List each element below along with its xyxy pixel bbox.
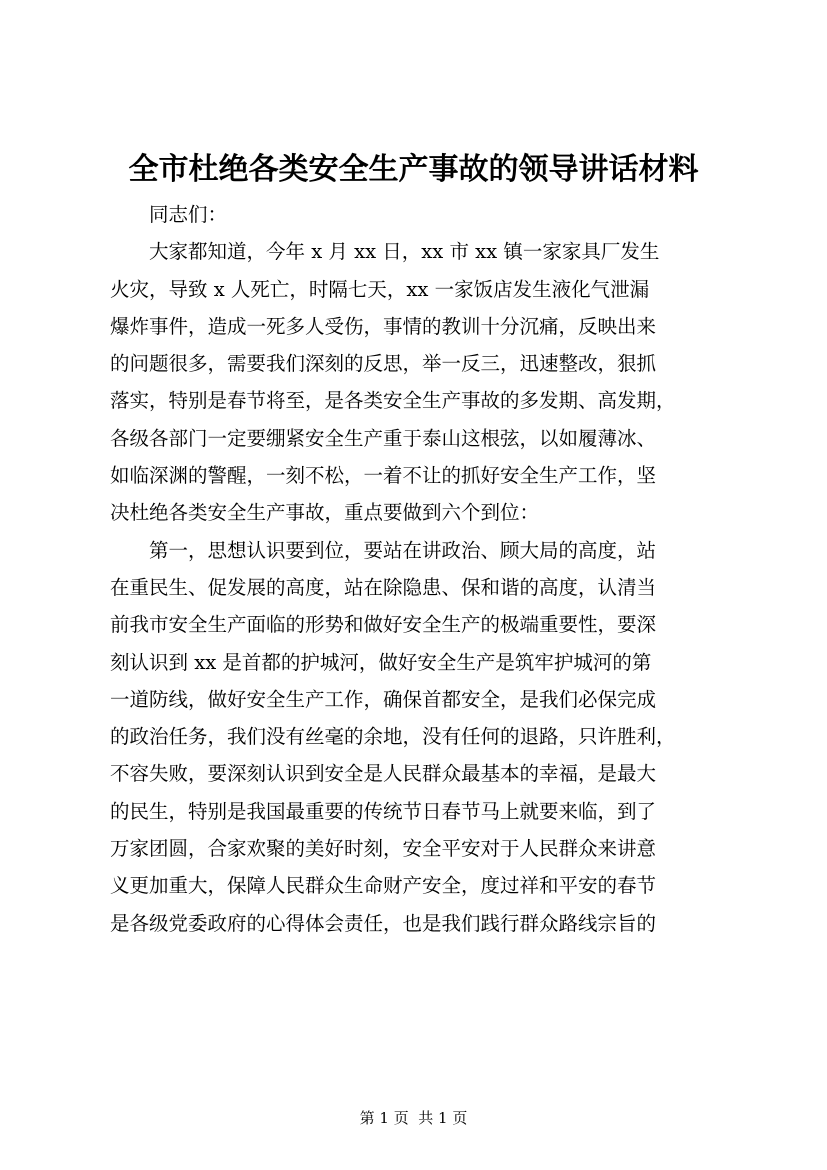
body-line: 义更加重大，保障人民群众生命财产安全，度过祥和平安的春节 xyxy=(110,874,657,898)
document-body xyxy=(110,196,730,942)
body-line: 火灾，导致 x 人死亡，时隔七天，xx 一家饭店发生液化气泄漏 xyxy=(110,277,650,301)
body-line: 各级各部门一定要绷紧安全生产重于泰山这根弦，以如履薄冰、 xyxy=(110,426,657,450)
body-line: 第一，思想认识要到位，要站在讲政治、顾大局的高度，站 xyxy=(110,538,657,562)
page-footer: 第 1 页 共 1 页 xyxy=(359,1109,468,1127)
body-line: 是各级党委政府的心得体会责任，也是我们践行群众路线宗旨的 xyxy=(110,911,657,935)
body-line: 同志们： xyxy=(110,203,228,226)
body-line: 前我市安全生产面临的形势和做好安全生产的极端重要性，要深 xyxy=(110,613,657,637)
body-line: 爆炸事件，造成一死多人受伤，事情的教训十分沉痛，反映出来 xyxy=(110,314,657,338)
body-line: 决杜绝各类安全生产事故，重点要做到六个到位： xyxy=(110,501,540,525)
body-line: 一道防线，做好安全生产工作，确保首都安全，是我们必保完成 xyxy=(110,687,657,711)
body-line: 万家团圆，合家欢聚的美好时刻，安全平安对于人民群众来讲意 xyxy=(110,837,657,861)
body-line: 在重民生、促发展的高度，站在除隐患、保和谐的高度，认清当 xyxy=(110,575,657,599)
body-line: 的政治任务，我们没有丝毫的余地，没有任何的退路，只许胜利， xyxy=(110,725,676,749)
body-line: 的民生，特别是我国最重要的传统节日春节马上就要来临，到了 xyxy=(110,799,657,823)
body-line: 的问题很多，需要我们深刻的反思，举一反三，迅速整改，狠抓 xyxy=(110,352,657,376)
document-title: 全市杜绝各类安全生产事故的领导讲话材料 xyxy=(128,152,699,187)
body-line: 落实，特别是春节将至，是各类安全生产事故的多发期、高发期， xyxy=(110,389,676,413)
body-line: 大家都知道，今年 x 月 xx 日，xx 市 xx 镇一家家具厂发生 xyxy=(110,240,660,264)
body-line: 如临深渊的警醒，一刻不松，一着不让的抓好安全生产工作，坚 xyxy=(110,464,657,488)
body-line: 不容失败，要深刻认识到安全是人民群众最基本的幸福，是最大 xyxy=(110,762,657,786)
body-line: 刻认识到 xx 是首都的护城河，做好安全生产是筑牢护城河的第 xyxy=(110,650,652,674)
